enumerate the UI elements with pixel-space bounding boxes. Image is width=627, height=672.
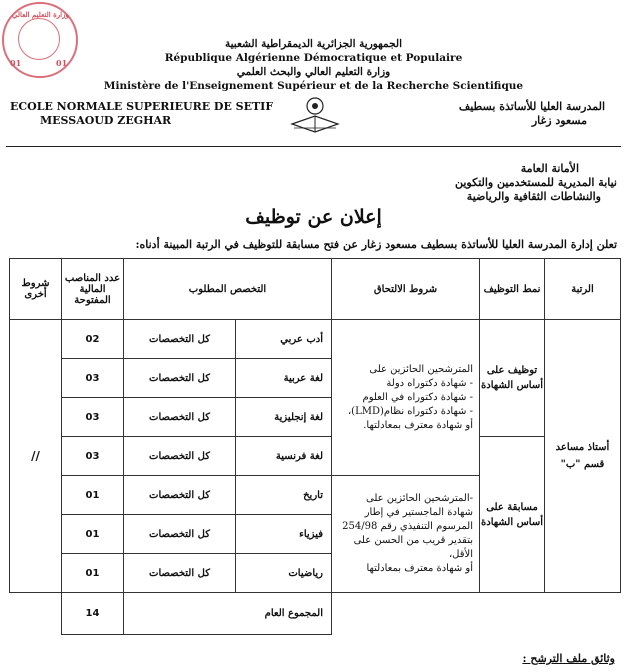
mode-direct: توظيف على أساس الشهادة (480, 320, 545, 437)
header-fr-republic: République Algérienne Démocratique et Populaire (164, 52, 463, 64)
stamp-number-right: 01 (56, 58, 68, 68)
subject-cell: أدب عربي (236, 320, 332, 359)
specialty-cell: كل التخصصات (124, 359, 236, 398)
office-line-2: نيابة المديرية للمستخدمين والتكوين (455, 176, 617, 189)
specialty-cell: كل التخصصات (124, 398, 236, 437)
specialty-cell: كل التخصصات (124, 320, 236, 359)
header-mode: نمط التوظيف (480, 259, 545, 320)
specialty-cell: كل التخصصات (124, 515, 236, 554)
header-specialty: التخصص المطلوب (124, 259, 332, 320)
school-name-fr-1: ECOLE NORMALE SUPERIEURE DE SETIF (10, 100, 274, 113)
table-row (10, 320, 621, 359)
specialty-cell: كل التخصصات (124, 437, 236, 476)
subject-cell: فيزياء (236, 515, 332, 554)
subject-cell: لغة فرنسية (236, 437, 332, 476)
mode-competition: مسابقة على أساس الشهادة (480, 437, 545, 593)
other-conditions-cell: // (10, 320, 62, 593)
header-conditions: شروط الالتحاق (332, 259, 480, 320)
total-label: المجموع العام (124, 593, 332, 635)
school-name-ar-2: مسعود زغار (531, 114, 587, 127)
header-ar-ministry: وزارة التعليم العالي والبحث العلمي (236, 66, 391, 78)
header-ar-republic: الجمهورية الجزائرية الديمقراطية الشعبية (224, 38, 402, 50)
positions-count: 01 (62, 515, 124, 554)
stamp-text: وزارة التعليم العالي (12, 10, 69, 19)
subject-cell: تاريخ (236, 476, 332, 515)
documents-heading: وثائق ملف الترشح : (522, 652, 615, 665)
header-divider (6, 146, 621, 147)
rank-cell: أستاذ مساعد قسم "ب" (545, 320, 621, 593)
header-other: شروط أخرى (10, 259, 62, 320)
subject-cell: لغة إنجليزية (236, 398, 332, 437)
positions-count: 01 (62, 476, 124, 515)
school-name-fr-2: MESSAOUD ZEGHAR (40, 114, 172, 127)
specialty-cell: كل التخصصات (124, 554, 236, 593)
table-row (10, 437, 621, 476)
positions-count: 01 (62, 554, 124, 593)
school-logo (288, 94, 342, 134)
announcement-title: إعلان عن توظيف (245, 206, 382, 228)
table-total-row (10, 593, 621, 635)
header-fr-ministry: Ministère de l'Enseignement Supérieur et de la Recherche Scientifique (103, 80, 524, 92)
total-value: 14 (62, 593, 124, 635)
specialty-cell: كل التخصصات (124, 476, 236, 515)
school-name-ar-1: المدرسة العليا للأساتذة بسطيف (458, 100, 605, 113)
conditions-magister: -المترشحين الحائزين على شهادة الماجستير في إطار المرسوم التنفيذي رقم 254/98 بتقدير قريب من الحسن على الأقل، أو شهادة معترف بمعادلتها (332, 476, 480, 593)
positions-table (9, 258, 621, 635)
positions-count: 03 (62, 359, 124, 398)
stamp-number-left: 01 (10, 58, 22, 68)
header-rank: الرتبة (545, 259, 621, 320)
subject-cell: لغة عربية (236, 359, 332, 398)
subject-cell: رياضيات (236, 554, 332, 593)
announcement-intro: تعلن إدارة المدرسة العليا للأساتذة بسطيف مسعود زغار عن فتح مسابقة للتوظيف في الرتبة المبينة أدناه: (135, 238, 617, 251)
conditions-doctorate: المترشحين الحائزين على - شهادة دكتوراه دولة - شهادة دكتوراه في العلوم - شهادة دكتوراه نظام(LMD)، أو شهادة معترف بمعادلتها. (332, 320, 480, 476)
positions-count: 02 (62, 320, 124, 359)
header-positions: عدد المناصب المالية المفتوحة (62, 259, 124, 320)
office-line-1: الأمانة العامة (520, 162, 579, 175)
table-header-row (10, 259, 621, 320)
positions-count: 03 (62, 398, 124, 437)
positions-count: 03 (62, 437, 124, 476)
office-line-3: والنشاطات الثقافية والرياضية (466, 190, 601, 203)
